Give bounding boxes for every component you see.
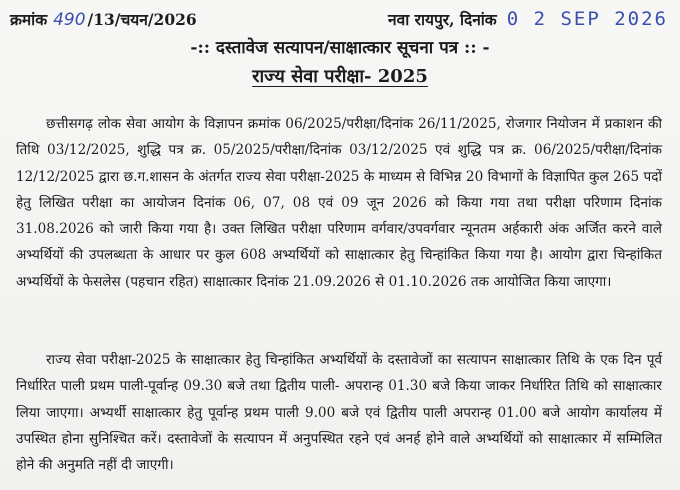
exam-title-text: राज्य सेवा परीक्षा- 2025 <box>252 66 428 87</box>
paragraph-2: राज्य सेवा परीक्षा-2025 के साक्षात्कार हेतु चिन्हांकित अभ्यर्थियों के दस्तावेजों का सत्यापन साक्षात्कार तिथि के एक दिन पूर्व निर्धारित पाली प्रथम पाली-पूर्वान्ह 09.30 बजे तथा द्वितीय पाली- अपरान्ह 01.30 बजे किया जाकर निर्धारित तिथि को साक्षात्कार लिया जाएगा। अभ्यर्थी साक्षात्कार हेतु पूर्वान्ह प्रथम पाली 9.00 बजे एवं द्वितीय पाली अपरान्ह 01.00 बजे आयोग कार्यालय में उपस्थित होना सुनिश्चित करें। दस्तावेजों के सत्यापन में अनुपस्थित रहने एवं अनर्ह होने वाले अभ्यर्थियों को साक्षात्कार में सम्मिलित होने की अनुमति नहीं दी जाएगी। <box>16 352 662 474</box>
reference-prefix: क्रमांक <box>10 10 48 29</box>
subject-title: -:: दस्तावेज सत्यापन/साक्षात्कार सूचना पत्र :: - <box>190 38 490 58</box>
reference-suffix: /13/चयन/2026 <box>87 10 197 29</box>
handwritten-number: 490 <box>53 10 86 30</box>
place-date-label: नवा रायपुर, दिनांक <box>388 10 497 29</box>
paragraph-1: छत्तीसगढ़ लोक सेवा आयोग के विज्ञापन क्रमांक 06/2025/परीक्षा/दिनांक 26/11/2025, रोजगार नियोजन में प्रकाशन की तिथि 03/12/2025, शुद्धि पत्र क्र. 05/2025/परीक्षा/दिनांक 03/12/2025 एवं शुद्धि पत्र क्र. 06/2025/परीक्षा/दिनांक 12/12/2025 द्वारा छ.ग.शासन के अंतर्गत राज्य सेवा परीक्षा-2025 के माध्यम से विभिन्न 20 विभागों के विज्ञापित कुल 265 पदों हेतु लिखित परीक्षा का आयोजन दिनांक 06, 07, 08 एवं 09 जून 2026 को किया गया तथा परीक्षा परिणाम दिनांक 31.08.2026 को जारी किया गया है। उक्त लिखित परीक्षा परिणाम वर्गवार/उपवर्गवार न्यूनतम अर्हकारी अंक अर्जित करने वाले अभ्यर्थियों की उपलब्धता के आधार पर कुल 608 अभ्यर्थियों को साक्षात्कार हेतु चिन्हांकित किया गया है। आयोग द्वारा चिन्हांकित अभ्यर्थियों के फेसलेस (पहचान रहित) साक्षात्कार दिनांक 21.09.2026 से 01.10.2026 तक आयोजित किया जाएगा। <box>16 116 662 290</box>
letter-header <box>10 6 668 32</box>
date-stamp: 0 2 SEP 2026 <box>506 8 668 30</box>
exam-title <box>0 64 680 88</box>
reference-number <box>10 8 197 30</box>
place-date <box>388 8 668 30</box>
